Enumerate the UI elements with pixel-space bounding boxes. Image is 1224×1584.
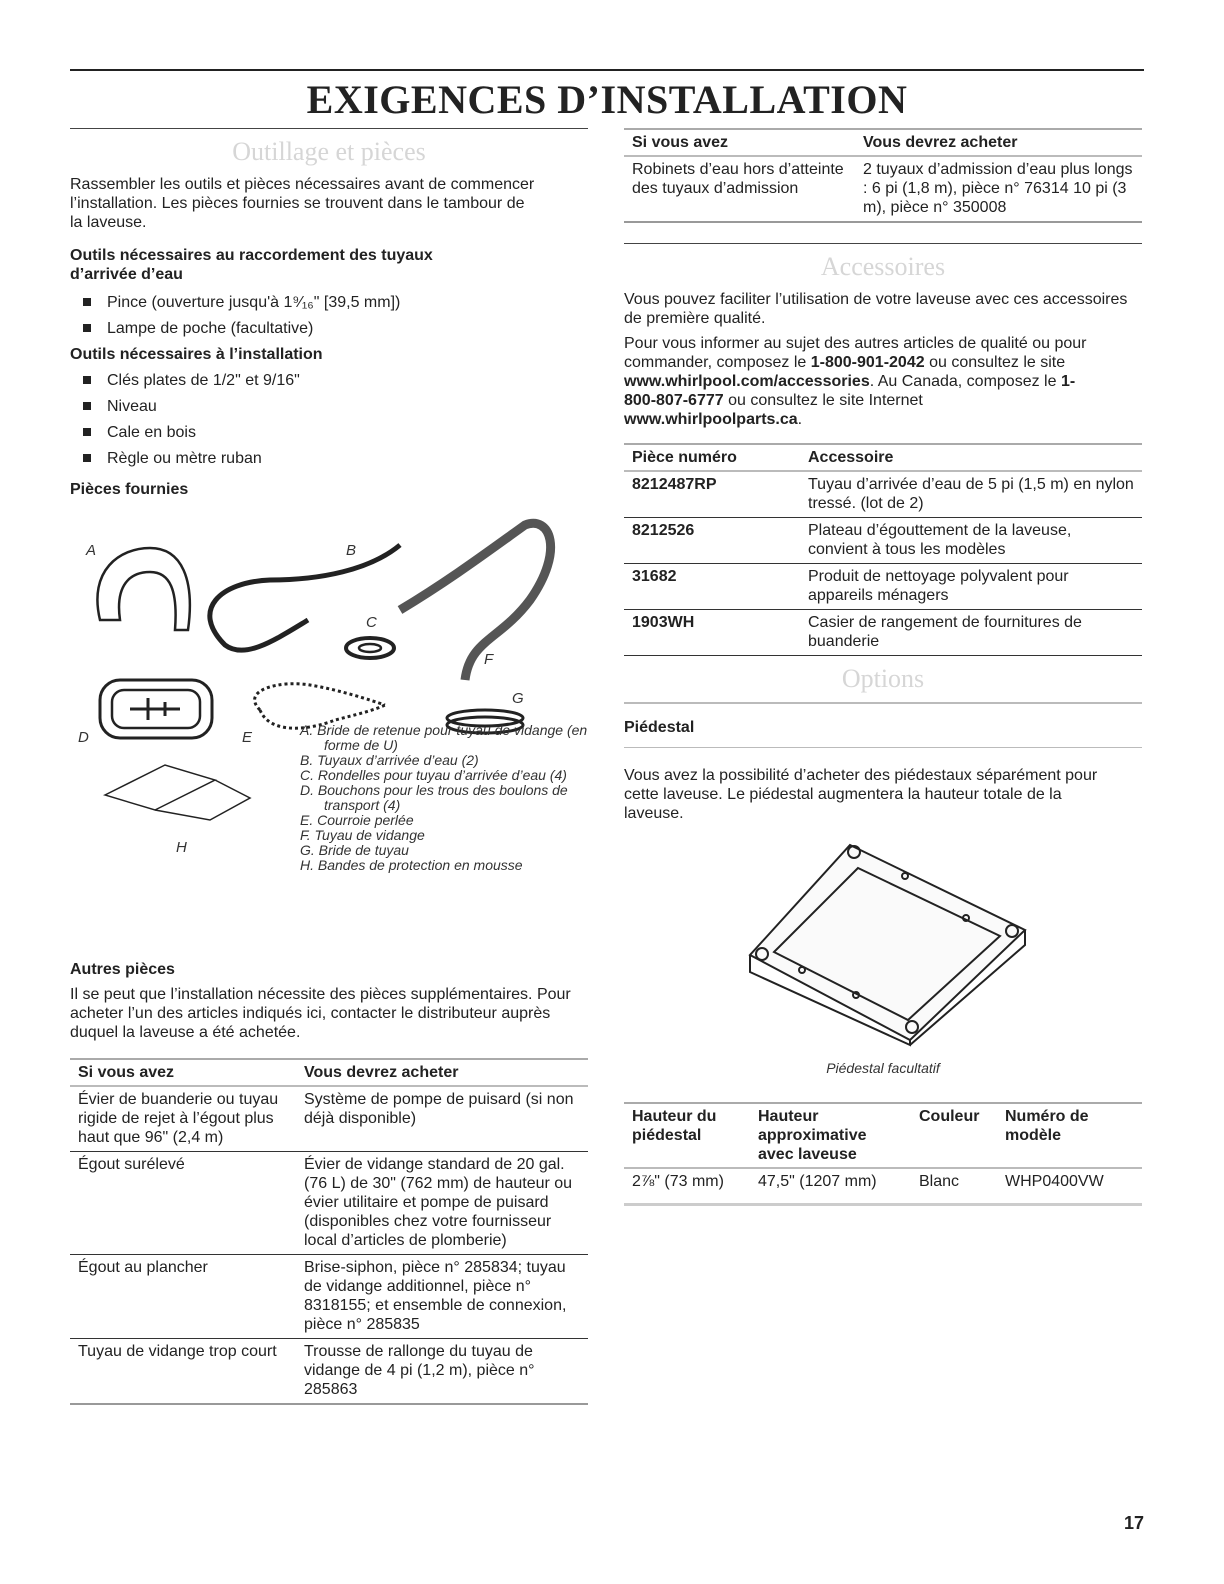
part-letter: E xyxy=(242,729,253,746)
list-item: Cale en bois xyxy=(70,423,588,442)
caption: F. Tuyau de vidange xyxy=(300,827,425,843)
table-header: Vous devrez acheter xyxy=(296,1059,588,1086)
phone-ca: 1-800-807-6777 xyxy=(624,373,1076,409)
table-row: 8212487RP Tuyau d’arrivée d’eau de 5 pi (1,5 m) en nylon tressé. (lot de 2) xyxy=(624,471,1142,518)
section-rule xyxy=(624,243,1142,244)
page-number: 17 xyxy=(1123,1513,1144,1533)
part-letter: C xyxy=(366,614,377,631)
caption: C. Rondelles pour tuyau d’arrivée d’eau (4) xyxy=(300,767,567,783)
caption: H. Bandes de protection en mousse xyxy=(300,857,523,873)
table-row: 2⅞" (73 mm) 47,5" (1207 mm) Blanc WHP0400VW xyxy=(624,1168,1142,1205)
part-letter: A xyxy=(86,542,97,559)
part-letter: H xyxy=(176,839,187,856)
table-header: Vous devrez acheter xyxy=(855,129,1142,156)
phone-us: 1-800-901-2042 xyxy=(810,354,925,371)
install-list xyxy=(70,371,588,468)
caption: A. Bride de retenue pour tuyau de vidange (en forme de U) xyxy=(300,722,588,753)
table-header: Couleur xyxy=(911,1103,997,1168)
drain-hose-bracket xyxy=(97,548,189,630)
hookup-list xyxy=(70,293,588,338)
table-row: 31682 Produit de nettoyage polyvalent pour appareils ménagers xyxy=(624,564,1142,610)
list-item: Règle ou mètre ruban xyxy=(70,449,588,468)
foam-strips xyxy=(105,765,215,810)
other-text: Il se peut que l’installation nécessite des pièces supplémentaires. Pour acheter l’un des articles indiqués ici, contacter le distributeur auprès duquel la laveuse a été achetée. xyxy=(70,986,571,1041)
table-row: Égout surélevé Évier de vidange standard de 20 gal. (76 L) de 30" (762 mm) de hauteur ou évier utilitaire et pompe de puisard (disponibles chez votre fournisseur local d’articles de plomberie) xyxy=(70,1152,588,1255)
accessories-table xyxy=(624,443,1142,656)
other-parts xyxy=(70,960,588,1405)
table-row: Évier de buanderie ou tuyau rigide de rejet à l’égout plus haut que 96" (2,4 m) Système de pompe de puisard (si non déjà disponible) xyxy=(70,1086,588,1152)
list-item: Lampe de poche (facultative) xyxy=(70,319,588,338)
pedestal-table-wrap xyxy=(624,1102,1142,1206)
pedestal-text: Vous avez la possibilité d’acheter des piédestaux séparément pour cette laveuse. Le piédestal augmentera la hauteur totale de la laveuse. xyxy=(624,767,1098,822)
table-row: 8212526 Plateau d’égouttement de la laveuse, convient à tous les modèles xyxy=(624,518,1142,564)
page-title: EXIGENCES D’INSTALLATION xyxy=(306,77,908,122)
inlet-hose xyxy=(210,545,400,650)
section-rule xyxy=(624,702,1142,704)
tools-heading: Outillage et pièces xyxy=(232,137,426,166)
part-letter: F xyxy=(484,651,494,668)
top-rule xyxy=(70,69,1144,71)
table-header: Numéro de modèle xyxy=(997,1103,1142,1168)
hookup-heading: Outils nécessaires au raccordement des tuyaux d’arrivée d’eau xyxy=(70,247,433,283)
table-row: Tuyau de vidange trop court Trousse de rallonge du tuyau de vidange de 4 pi (1,2 m), pièce n° 285863 xyxy=(70,1339,588,1405)
hose-washer xyxy=(346,638,394,658)
list-item: Clés plates de 1/2" et 9/16" xyxy=(70,371,588,390)
site-ca: www.whirlpoolparts.ca xyxy=(624,411,798,428)
caption: D. Bouchons pour les trous des boulons de transport (4) xyxy=(300,782,568,813)
left-purchase-table xyxy=(70,1058,588,1405)
table-header: Hauteur approximative avec laveuse xyxy=(750,1103,911,1168)
right-purchase-table xyxy=(624,128,1142,223)
caption: B. Tuyaux d’arrivée d’eau (2) xyxy=(300,752,479,768)
part-letter: D xyxy=(78,729,89,746)
table-header: Accessoire xyxy=(800,444,1142,471)
list-item: Pince (ouverture jusqu'à 1⁹⁄₁₆" [39,5 mm]) xyxy=(70,293,588,312)
pedestal-illustration xyxy=(740,840,1040,1050)
tools-intro: Rassembler les outils et pièces nécessaires avant de commencer l’installation. Les pièces fournies se trouvent dans le tambour de la laveuse. xyxy=(70,176,535,231)
pedestal-heading: Piédestal xyxy=(624,719,695,736)
install-heading: Outils nécessaires à l’installation xyxy=(70,346,323,363)
section-rule xyxy=(70,128,588,129)
table-header: Si vous avez xyxy=(624,129,855,156)
table-header: Si vous avez xyxy=(70,1059,296,1086)
table-row: Égout au plancher Brise-siphon, pièce n° 285834; tuyau de vidange additionnel, pièce n° 8318155; et ensemble de connexion, pièce n° 285835 xyxy=(70,1255,588,1339)
part-captions xyxy=(300,723,590,873)
pedestal-table xyxy=(624,1102,1142,1206)
table-header: Pièce numéro xyxy=(624,444,800,471)
part-letter: B xyxy=(346,542,357,559)
caption: G. Bride de tuyau xyxy=(300,842,409,858)
accessories-heading: Accessoires xyxy=(820,252,946,281)
table-row: 1903WH Casier de rangement de fournitures de buanderie xyxy=(624,610,1142,656)
right-column xyxy=(624,128,1142,823)
table-header: Hauteur du piédestal xyxy=(624,1103,750,1168)
options-heading: Options xyxy=(841,664,925,693)
site-us: www.whirlpool.com/accessories xyxy=(624,373,870,390)
part-letter: G xyxy=(512,690,524,707)
accessories-contact: Pour vous informer au sujet des autres articles de qualité ou pour commander, composez le 1-800-901-2042 ou consultez le site www.whirlpool.com/accessories. Au Canada, composez le 1-800-807-6777 ou consultez le site Internet www.whirlpoolparts.ca. xyxy=(624,335,1087,428)
other-heading: Autres pièces xyxy=(70,961,175,978)
list-item: Niveau xyxy=(70,397,588,416)
section-rule xyxy=(624,747,1142,748)
caption: E. Courroie perlée xyxy=(300,812,414,828)
drain-hose xyxy=(400,523,551,680)
accessories-intro: Vous pouvez faciliter l’utilisation de votre laveuse avec ces accessoires de première qualité. xyxy=(624,291,1128,327)
pedestal-caption: Piédestal facultatif xyxy=(826,1060,940,1076)
table-row: Robinets d’eau hors d’atteinte des tuyaux d’admission 2 tuyaux d’admission d’eau plus longs : 6 pi (1,8 m), pièce n° 76314 10 pi (3 m), pièce n° 350008 xyxy=(624,156,1142,222)
parts-heading: Pièces fournies xyxy=(70,481,189,498)
left-column xyxy=(70,128,588,499)
